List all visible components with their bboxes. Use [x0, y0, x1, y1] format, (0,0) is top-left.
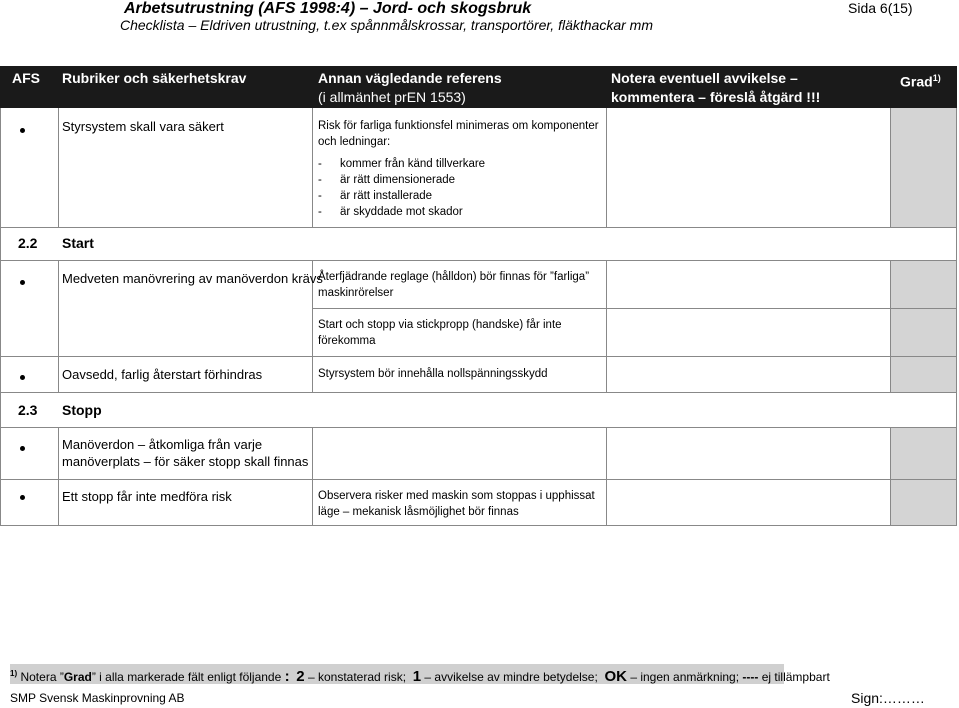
reference-r1-item: - är rätt dimensionerade: [318, 174, 456, 186]
reference-r2-line1: Återfjädrande reglage (hålldon) bör finnas för ”farliga”: [318, 271, 590, 283]
grade-footnote: [10, 664, 830, 685]
grid-line: [58, 260, 59, 392]
grid-line: [312, 108, 313, 227]
grid-line: [890, 108, 891, 227]
bullet-icon: [20, 495, 25, 500]
requirement-r4-line1: Manöverdon – åtkomliga från varje: [62, 437, 263, 452]
document-title: Arbetsutrustning (AFS 1998:4) – Jord- och skogsbruk: [124, 0, 532, 17]
footnote-grade-1: 1: [412, 668, 422, 685]
requirement-r4: [62, 436, 308, 470]
footnote-grad: Grad: [63, 670, 92, 684]
reference-r2: [318, 269, 589, 301]
section-number-2-3: 2.3: [18, 402, 38, 418]
section-number-2-2: 2.2: [18, 235, 38, 251]
requirement-r1: Styrsystem skall vara säkert: [62, 119, 224, 134]
bullet-icon: [20, 375, 25, 380]
bullet-icon: [20, 446, 25, 451]
grid-line: [956, 108, 957, 526]
reference-r1-item: - är skyddade mot skador: [318, 206, 463, 218]
column-reference-line2: (i allmänhet prEN 1553): [318, 89, 466, 105]
bullet-icon: [20, 128, 25, 133]
footnote-grade-na: ----: [742, 670, 759, 684]
footnote-grade-1-text: – avvikelse av mindre betydelse;: [424, 670, 598, 684]
reference-r5: [318, 488, 595, 520]
table-header: [0, 66, 957, 108]
footnote-grade-na-text: ej tillämpbart: [761, 670, 830, 684]
reference-r1-line1: Risk för farliga funktionsfel minimeras om komponenter: [318, 120, 599, 132]
column-grade-sup: 1): [932, 73, 941, 83]
page-number: Sida 6(15): [848, 0, 913, 16]
footnote-grade-ok-text: – ingen anmärkning;: [630, 670, 740, 684]
reference-r1-item-text: är rätt dimensionerade: [340, 174, 456, 186]
section-title-start: Start: [62, 235, 94, 251]
footnote-marker: 1): [10, 669, 18, 678]
reference-r2b-line1: Start och stopp via stickpropp (handske) får inte: [318, 319, 562, 331]
note-cell-r2b[interactable]: [607, 309, 890, 356]
grid-line: [58, 108, 59, 227]
reference-r5-line1: Observera risker med maskin som stoppas i upphissat: [318, 490, 595, 502]
column-grade: [900, 69, 941, 92]
reference-r1-item-text: kommer från känd tillverkare: [340, 158, 486, 170]
signature-field[interactable]: Sign:………: [851, 690, 925, 706]
reference-r1-line2: och ledningar:: [318, 136, 391, 148]
grid-line: [890, 260, 891, 392]
reference-r2b: [318, 317, 562, 349]
column-grade-label: Grad: [900, 73, 933, 90]
requirement-r5: Ett stopp får inte medföra risk: [62, 489, 232, 504]
column-reference-line1: Annan vägledande referens: [318, 70, 502, 86]
note-cell-r5[interactable]: [607, 480, 890, 526]
grid-line: [0, 227, 957, 228]
footnote-text-a: Notera ”: [20, 670, 64, 684]
note-cell-r4[interactable]: [607, 428, 890, 479]
company-name: SMP Svensk Maskinprovning AB: [10, 691, 185, 705]
reference-r1-item: - är rätt installerade: [318, 190, 433, 202]
bullet-icon: [20, 280, 25, 285]
footnote-grade-2: 2: [296, 668, 305, 685]
reference-r5-line2: läge – mekanisk låsmöjlighet bör finnas: [318, 506, 519, 518]
requirement-r4-line2: manöverplats – för säker stopp skall finnas: [62, 454, 309, 469]
reference-r3: Styrsystem bör innehålla nollspänningsskydd: [318, 368, 548, 380]
column-requirements: Rubriker och säkerhetskrav: [62, 70, 247, 86]
column-note-line2: kommentera – föreslå åtgärd !!!: [611, 89, 821, 105]
footnote-grade-2-text: – konstaterad risk;: [307, 670, 407, 684]
grid-line: [312, 427, 313, 526]
grid-line: [0, 392, 957, 393]
note-cell-r1[interactable]: [607, 109, 890, 227]
column-afs: AFS: [12, 70, 40, 86]
grid-line: [58, 427, 59, 526]
column-reference: [318, 69, 502, 107]
reference-r1: [318, 118, 599, 220]
requirement-r3: Oavsedd, farlig återstart förhindras: [62, 367, 263, 382]
footnote-grade-ok: OK: [604, 668, 627, 685]
reference-r1-item-text: är skyddade mot skador: [340, 206, 463, 218]
note-cell-r2[interactable]: [607, 261, 890, 308]
document-subtitle: Checklista – Eldriven utrustning, t.ex spånnmålskrossar, transportörer, fläkthackar mm: [120, 17, 653, 33]
footnote-colon: :: [284, 668, 290, 685]
section-title-stopp: Stopp: [62, 402, 102, 418]
column-note-line1: Notera eventuell avvikelse –: [611, 70, 798, 86]
note-cell-r3[interactable]: [607, 357, 890, 392]
column-note: [611, 69, 820, 107]
reference-r1-item: - kommer från känd tillverkare: [318, 158, 486, 170]
footnote-text-b: ” i alla markerade fält enligt följande: [91, 670, 282, 684]
grid-line: [890, 427, 891, 526]
reference-r2-line2: maskinrörelser: [318, 287, 394, 299]
reference-r2b-line2: förekomma: [318, 335, 376, 347]
requirement-r2: Medveten manövrering av manöverdon krävs: [62, 271, 323, 286]
reference-r1-item-text: är rätt installerade: [340, 190, 433, 202]
